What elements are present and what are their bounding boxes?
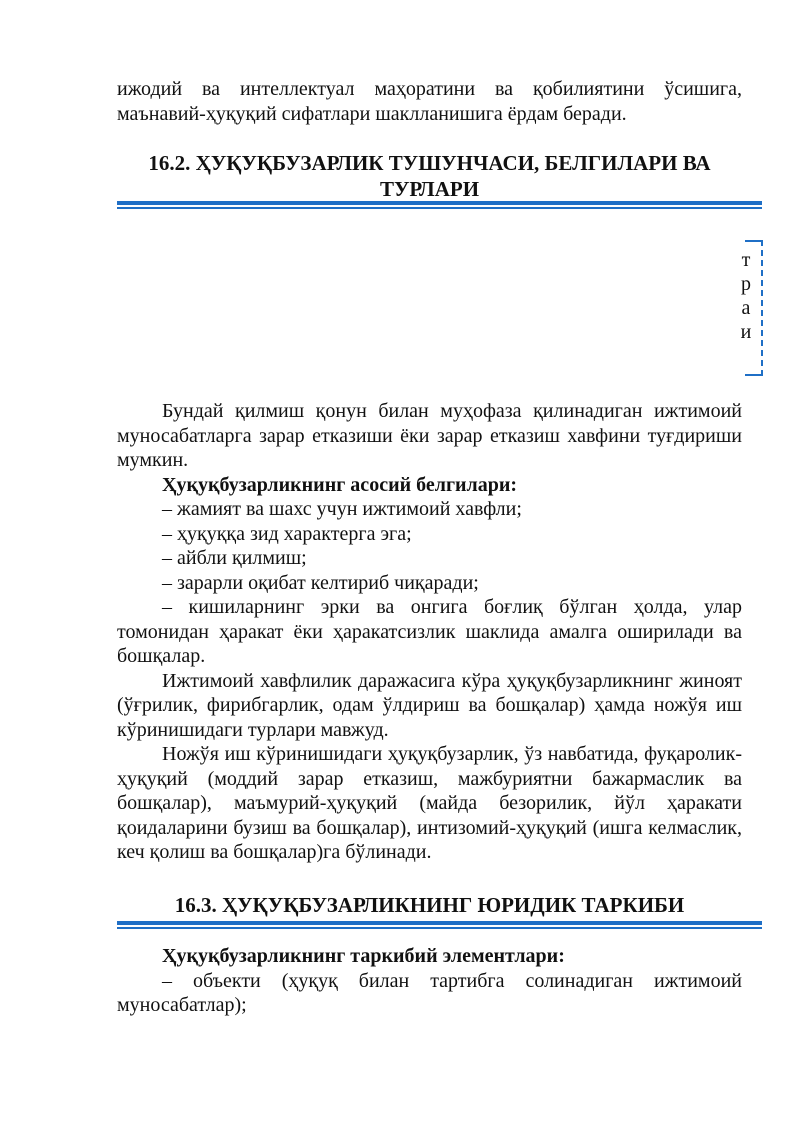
intro-paragraph: ижодий ва интеллектуал маҳоратини ва қобилиятини ўсишига, маънавий-ҳуқуқий сифатлари шаклланишига ёрдам беради. (117, 78, 742, 125)
sign-item: – зарарли оқибат келтириб чиқаради; (162, 571, 479, 594)
section-16-3-title: 16.3. ҲУҚУҚБУЗАРЛИКНИНГ ЮРИДИК ТАРКИБИ (174, 893, 685, 917)
section-16-2-title (117, 150, 742, 202)
sign-item: – айбли қилмиш; (162, 547, 307, 569)
signs-heading: Ҳуқуқбузарликнинг асосий белгилари: (162, 473, 518, 496)
paragraph-degree: Ижтимоий хавфлилик даражасига кўра ҳуқуқбузарликнинг жиноят (ўғрилик, фирибгарлик, одам ўлдириш ва бошқалар) ҳамда ножўя иш кўринишидаги турлари мавжуд. (117, 669, 742, 741)
side-letter: т (741, 249, 751, 271)
section-16-3-body (117, 944, 742, 1018)
section-divider (117, 201, 762, 209)
section-16-2-body (117, 399, 742, 865)
side-letter: и (740, 321, 752, 343)
sign-item: – кишиларнинг эрки ва онгига боғлиқ бўлган ҳолда, улар томонидан ҳаракат ёки ҳаракатсизлик шаклида амалга оширилади ва бошқалар. (117, 596, 742, 667)
section-16-2-title-line1: 16.2. ҲУҚУҚБУЗАРЛИК ТУШУНЧАСИ, БЕЛГИЛАРИ ВА (148, 151, 711, 175)
sign-item: – жамият ва шахс учун ижтимоий хавфли; (162, 498, 522, 520)
side-letter: р (741, 273, 751, 295)
paragraph-misconduct: Ножўя иш кўринишидаги ҳуқуқбузарлик, ўз навбатида, фуқаролик-ҳуқуқий (моддий зарар етказиш, мажбуриятни бажармаслик ва бошқалар), маъмурий-ҳуқуқий (майда безорилик, йўл ҳаракати қоидаларини бузиш ва бошқалар), интизомий-ҳуқуқий (ишга келмаслик, кеч қолиш ва бошқалар)га бўлинади. (117, 743, 742, 863)
side-text-fragment (736, 248, 756, 344)
side-letter: а (741, 297, 751, 319)
section-divider (117, 921, 762, 929)
composition-heading: Ҳуқуқбузарликнинг таркибий элементлари: (162, 945, 565, 967)
section-16-2-title-line2: ТУРЛАРИ (379, 177, 480, 201)
sign-item: – ҳуқуққа зид характерга эга; (162, 522, 412, 545)
paragraph-harm: Бундай қилмиш қонун билан муҳофаза қилинадиган ижтимоий муносабатларга зарар етказиши ёки зарар етказиш хавфини туғдириши мумкин. (117, 400, 742, 471)
composition-item: – объекти (ҳуқуқ билан тартибга солинадиган ижтимоий муносабатлар); (117, 969, 742, 1016)
